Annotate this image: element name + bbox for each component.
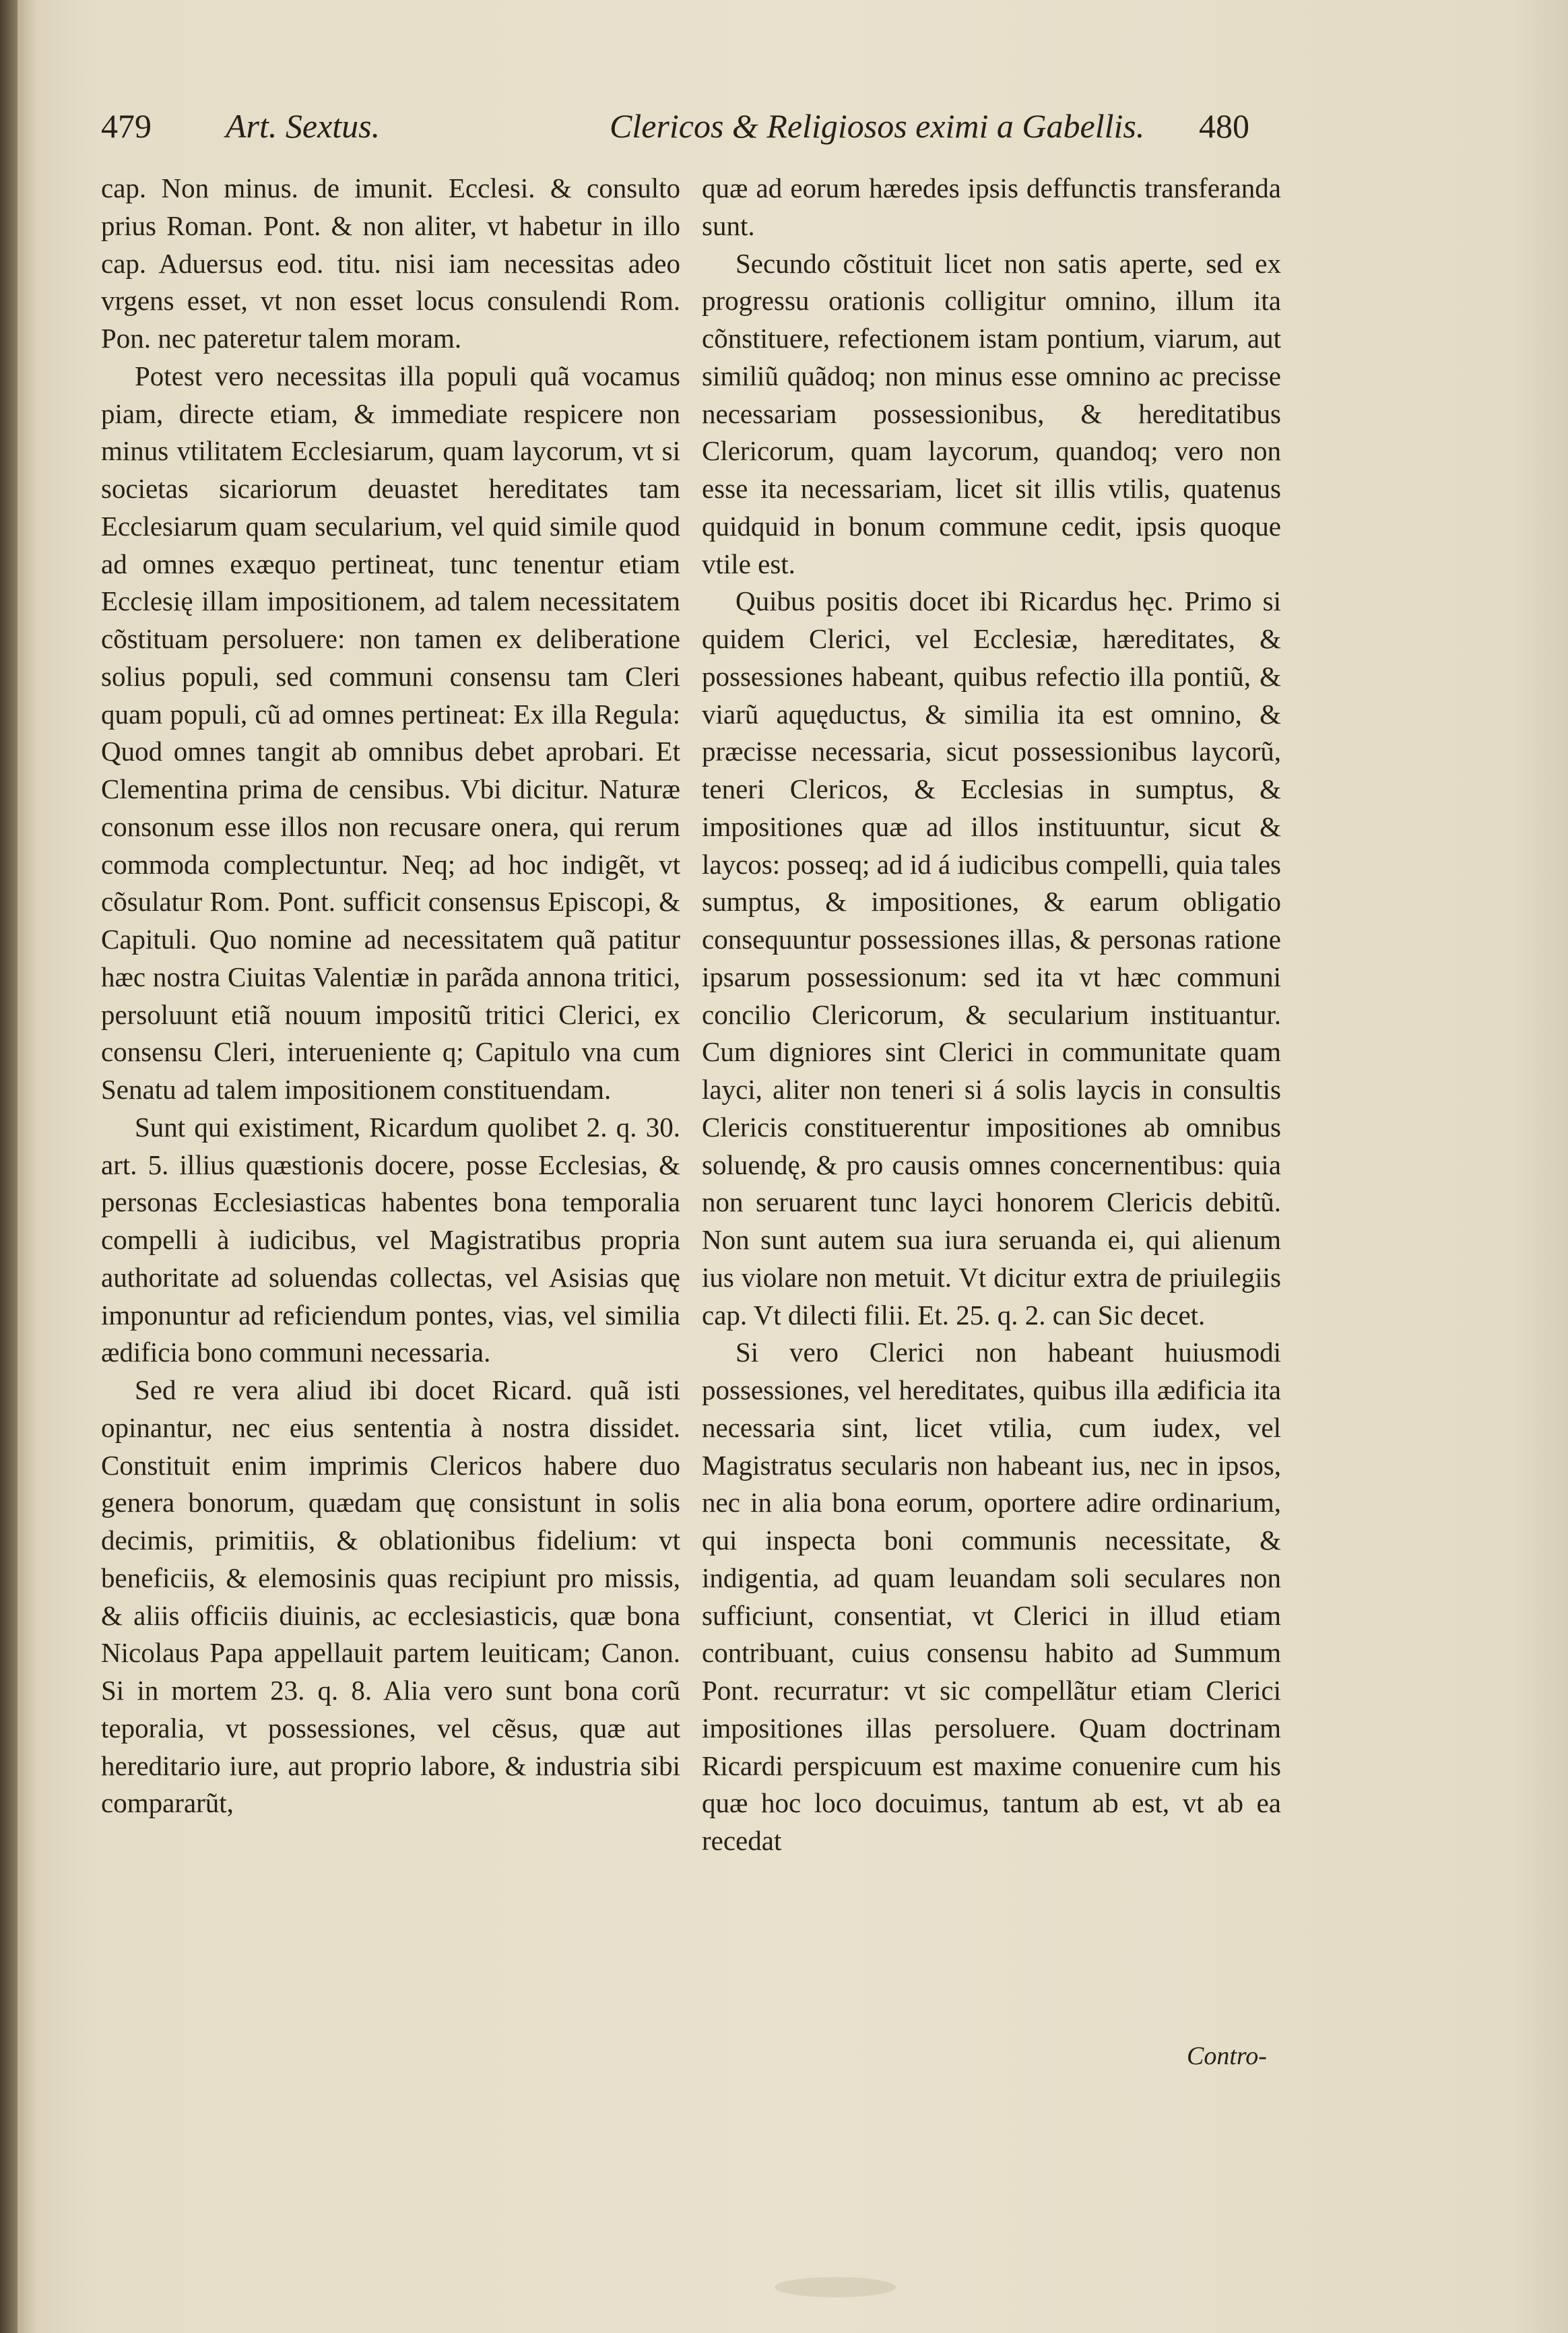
page-number-left: 479	[101, 107, 152, 145]
paragraph: quæ ad eorum hæredes ipsis deffunctis transferanda sunt.	[702, 172, 1281, 241]
paragraph: Potest vero necessitas illa populi quã vocamus piam, directe etiam, & immediate respicere non minus vtilitatem Ecclesiarum, quam laycorum, vt si societas sicariorum deuastet hereditates tam Ecclesiarum quam secularium, vel quid simile quod ad omnes exæquo pertineat, tunc tenentur etiam Ecclesię illam impositionem, ad talem necessitatem cõstituam persoluere: non tamen ex deliberatione solius populi, sed communi consensu tam Cleri quam populi, cũ ad omnes pertineat: Ex illa Regula: Quod omnes tangit ab omnibus debet aprobari. Et Clementina prima de censibus. Vbi dicitur. Naturæ consonum esse illos non recusare onera, qui rerum commoda complectuntur. Neq; ad hoc indigẽt, vt cõsulatur Rom. Pont. sufficit consensus Episcopi, & Capituli. Quo nomine ad necessitatem quã patitur hæc nostra Ciuitas Valentiæ in parãda annona tritici, persoluunt etiã nouum impositũ tritici Clerici, ex consensu Cleri, interueniente q; Capitulo vna cum Senatu ad talem impositionem constituendam.	[101, 360, 680, 1105]
text-column-right	[702, 170, 1281, 1860]
running-header	[101, 101, 1273, 155]
paragraph: Quibus positis docet ibi Ricardus hęc. Primo si quidem Clerici, vel Ecclesiæ, hæreditates, & possessiones habeant, quibus refectio illa pontiũ, & viarũ aquęductus, & similia ita est omnino, & præcisse necessaria, sicut possessionibus laycorũ, teneri Clericos, & Ecclesias in sumptus, & impositiones quæ ad illos instituuntur, sicut & laycos: posseq; ad id á iudicibus compelli, quia tales sumptus, & impositiones, & earum obligatio consequuntur possessiones illas, & personas ratione ipsarum possessionum: sed ita vt hæc communi concilio Clericorum, & secularium instituantur. Cum digniores sint Clerici in communitate quam layci, aliter non teneri si á solis laycis in consultis Clericis constituerentur impositiones ab omnibus soluendę, & pro causis omnes concernentibus: quia non seruarent tunc layci honorem Clericis debitũ. Non sunt autem sua iura seruanda ei, qui alienum ius violare non metuit. Vt dicitur extra de priuilegiis cap. Vt dilecti filii. Et. 25. q. 2. can Sic decet.	[702, 585, 1281, 1331]
catchword: Contro-	[1187, 2042, 1267, 2070]
paragraph: Sunt qui existiment, Ricardum quolibet 2. q. 30. art. 5. illius quæstionis docere, posse Ecclesias, & personas Ecclesiasticas habentes bona temporalia compelli à iudicibus, vel Magistratibus propria authoritate ad soluendas collectas, vel Asisias quę imponuntur ad reficiendum pontes, vias, vel similia ædificia bono communi necessaria.	[101, 1111, 680, 1368]
paragraph: cap. Non minus. de imunit. Ecclesi. & consulto prius Roman. Pont. & non aliter, vt habetur in illo cap. Aduersus eod. titu. nisi iam necessitas adeo vrgens esset, vt non esset locus consulendi Rom. Pon. nec pateretur talem moram.	[101, 172, 680, 354]
page-number-right: 480	[1199, 107, 1249, 145]
paragraph: Secundo cõstituit licet non satis aperte, sed ex progressu orationis colligitur omnino, illum ita cõnstituere, refectionem istam pontium, viarum, aut similiũ quãdoq; non minus esse omnino ac precisse necessariam possessionibus, & hereditatibus Clericorum, quam laycorum, quandoq; vero non esse ita necessariam, licet sit illis vtilis, quatenus quidquid in bonum commune cedit, ipsis quoque vtile est.	[702, 247, 1281, 579]
paragraph: Si vero Clerici non habeant huiusmodi possessiones, vel hereditates, quibus illa ædificia ita necessaria sint, licet vtilia, cum iudex, vel Magistratus secularis non habeant ius, nec in ipsos, nec in alia bona eorum, oportere adire ordinarium, qui inspecta boni communis necessitate, & indigentia, ad quam leuandam soli seculares non sufficiunt, consentiat, vt Clerici in illud etiam contribuant, cuius consensu habito ad Summum Pont. recurratur: vt sic compellãtur etiam Clerici impositiones illas persoluere. Quam doctrinam Ricardi perspicuum est maxime conuenire cum his quæ hoc loco docuimus, tantum ab est, vt ab ea recedat	[702, 1337, 1281, 1856]
paper-stain	[775, 2277, 896, 2297]
text-column-left	[101, 170, 680, 1822]
book-spine-shadow	[0, 0, 18, 2333]
paragraph: Sed re vera aliud ibi docet Ricard. quã isti opinantur, nec eius sententia à nostra dissidet. Constituit enim imprimis Clericos habere duo genera bonorum, quædam quę consistunt in solis decimis, primitiis, & oblationibus fidelium: vt beneficiis, & elemosinis quas recipiunt pro missis, & aliis officiis diuinis, ac ecclesiasticis, quæ bona Nicolaus Papa appellauit partem leuiticam; Canon. Si in mortem 23. q. 8. Alia vero sunt bona corũ teporalia, vt possessiones, vel cẽsus, quæ aut hereditario iure, aut proprio labore, & industria sibi compararũt,	[101, 1374, 680, 1819]
running-title-left: Art. Sextus.	[226, 107, 381, 145]
running-title-right: Clericos & Religiosos eximi a Gabellis.	[610, 107, 1145, 145]
